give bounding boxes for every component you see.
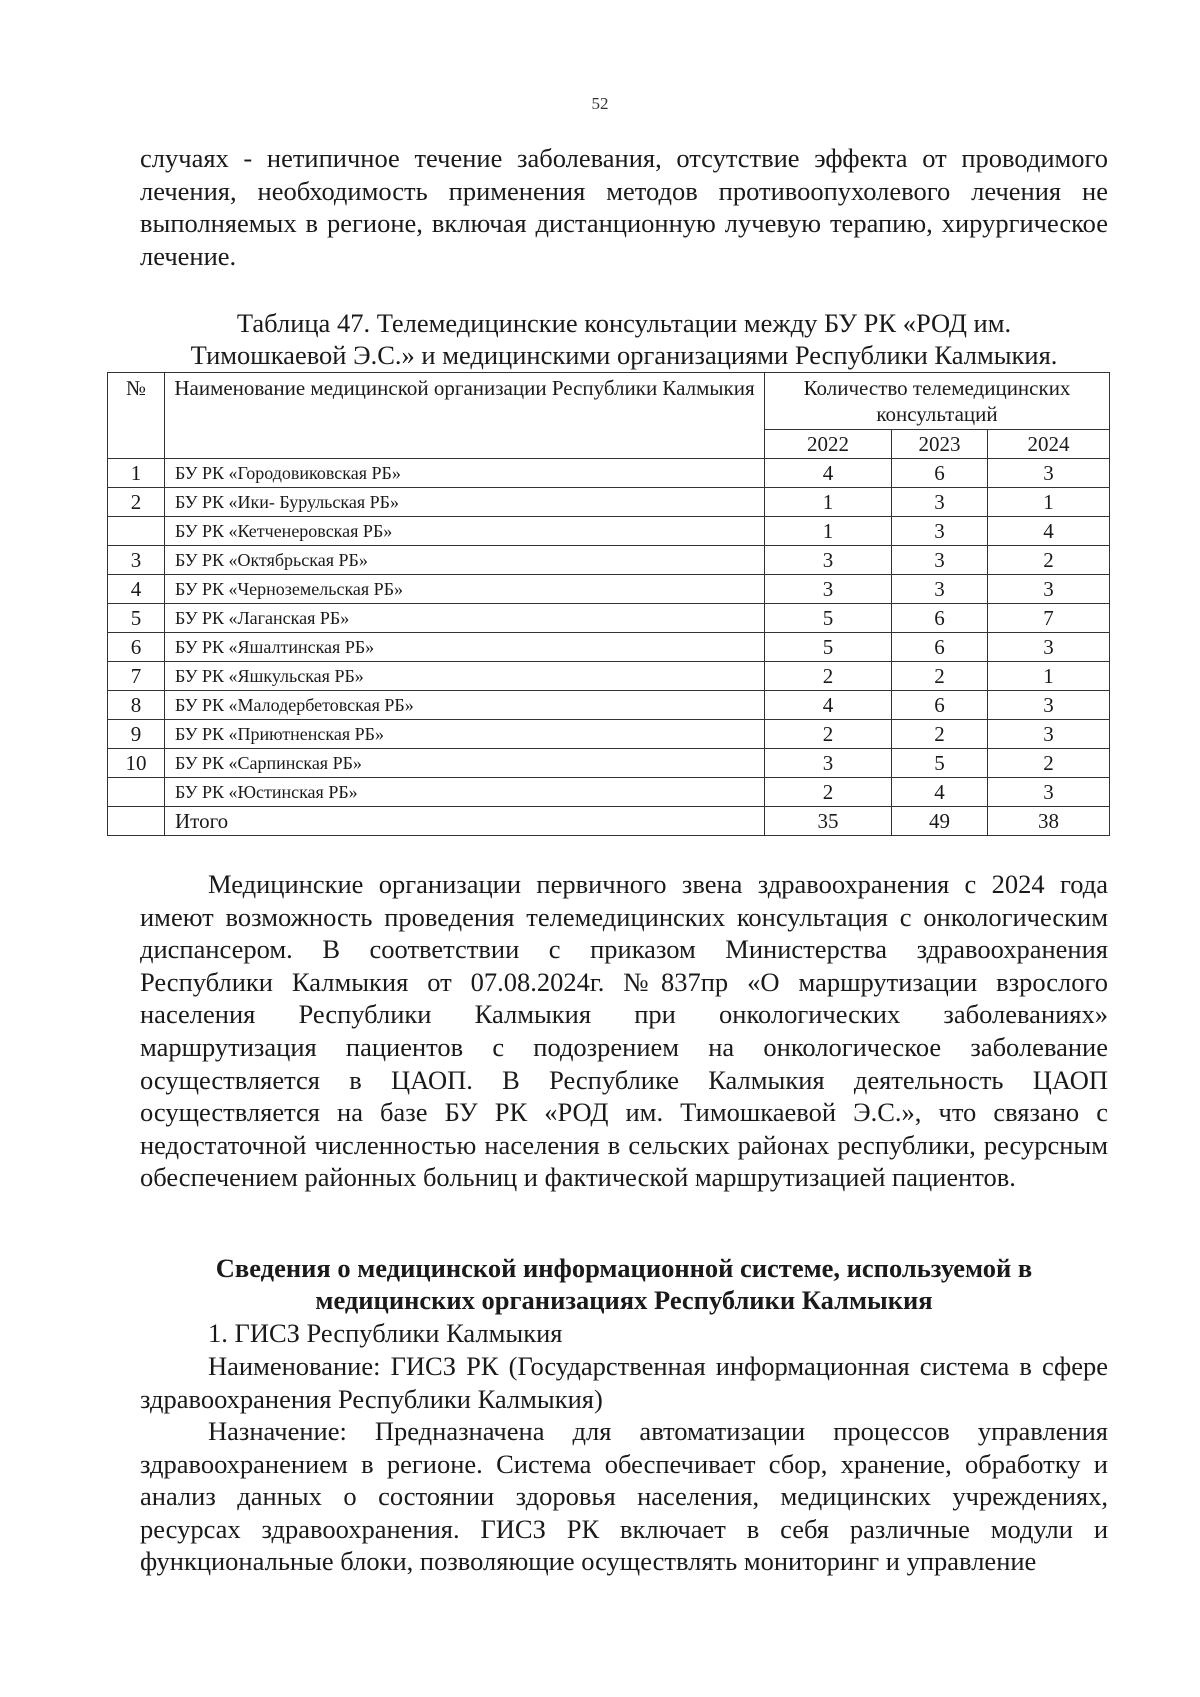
- row-value-2024: 3: [988, 778, 1110, 807]
- row-organization-name: БУ РК «Ики- Бурульская РБ»: [165, 488, 765, 517]
- row-value-2022: 2: [765, 662, 892, 691]
- header-year-2022: 2022: [765, 430, 892, 459]
- row-number: 9: [108, 720, 165, 749]
- row-number: 4: [108, 575, 165, 604]
- paragraph-primary-care: Медицинские организации первичного звена здравоохранения с 2024 года имеют возможность проведения телемедицинских консультация с онкологическим диспансером. В соответствии с приказом Министерства здравоохранения Республики Калмыкия от 07.08.2024г. №837пр «О маршрутизации взрослого населения Республики Калмыкия при онкологических заболеваниях» маршрутизация пациентов с подозрением на онкологическое заболевание осуществляется в ЦАОП. В Республике Калмыкия деятельность ЦАОП осуществляется на базе БУ РК «РОД им. Тимошкаевой Э.С.», что связано с недостаточной численностью населения в сельских районах республики, ресурсным обеспечением районных больниц и фактической маршрутизацией пациентов.: [140, 869, 1108, 1193]
- page-number: 52: [591, 94, 609, 113]
- table-caption: [140, 307, 1108, 371]
- table-row: [108, 749, 1110, 778]
- row-value-2022: 3: [765, 546, 892, 575]
- row-value-2024: 2: [988, 546, 1110, 575]
- row-value-2022: 4: [765, 459, 892, 488]
- header-number: №: [108, 373, 165, 459]
- row-value-2024: 1: [988, 662, 1110, 691]
- table-total-row: [108, 807, 1110, 836]
- row-value-2024: 1: [988, 488, 1110, 517]
- row-value-2022: 2: [765, 778, 892, 807]
- total-label: Итого: [165, 807, 765, 836]
- row-organization-name: БУ РК «Кетченеровская РБ»: [165, 517, 765, 546]
- section-heading-line-1: Сведения о медицинской информационной системе, используемой в: [215, 1253, 1033, 1283]
- section-heading: [140, 1252, 1108, 1316]
- row-number: 8: [108, 691, 165, 720]
- row-value-2024: 3: [988, 575, 1110, 604]
- row-number: 5: [108, 604, 165, 633]
- total-number-cell: [108, 807, 165, 836]
- row-value-2023: 3: [892, 575, 988, 604]
- row-value-2023: 6: [892, 691, 988, 720]
- row-value-2024: 3: [988, 691, 1110, 720]
- row-number: [108, 517, 165, 546]
- table-row: [108, 720, 1110, 749]
- table-row: [108, 604, 1110, 633]
- table-row: [108, 546, 1110, 575]
- row-number: 2: [108, 488, 165, 517]
- header-consultation-count: Количество телемедицинских консультаций: [765, 373, 1110, 430]
- total-value-2022: 35: [765, 807, 892, 836]
- row-value-2023: 6: [892, 633, 988, 662]
- row-organization-name: БУ РК «Яшкульская РБ»: [165, 662, 765, 691]
- row-value-2022: 5: [765, 604, 892, 633]
- row-organization-name: БУ РК «Октябрьская РБ»: [165, 546, 765, 575]
- row-organization-name: БУ РК «Лаганская РБ»: [165, 604, 765, 633]
- row-value-2022: 2: [765, 720, 892, 749]
- row-value-2024: 7: [988, 604, 1110, 633]
- table-body: [108, 459, 1110, 836]
- row-number: 3: [108, 546, 165, 575]
- row-value-2023: 3: [892, 546, 988, 575]
- row-value-2024: 3: [988, 459, 1110, 488]
- list-item-gisz: 1. ГИСЗ Республики Калмыкия: [208, 1318, 563, 1348]
- table-row: [108, 517, 1110, 546]
- row-number: 10: [108, 749, 165, 778]
- table-row: [108, 488, 1110, 517]
- header-organization-name: Наименование медицинской организации Республики Калмыкия: [165, 373, 765, 459]
- row-value-2022: 1: [765, 488, 892, 517]
- row-value-2023: 3: [892, 488, 988, 517]
- table-caption-line-1: Таблица 47. Телемедицинские консультации между БУ РК «РОД им.: [236, 308, 1012, 338]
- row-organization-name: БУ РК «Приютненская РБ»: [165, 720, 765, 749]
- row-value-2023: 2: [892, 720, 988, 749]
- row-value-2024: 3: [988, 633, 1110, 662]
- section-heading-line-2: медицинских организациях Республики Калмыкия: [315, 1285, 933, 1315]
- row-value-2022: 5: [765, 633, 892, 662]
- total-value-2024: 38: [988, 807, 1110, 836]
- row-organization-name: БУ РК «Городовиковская РБ»: [165, 459, 765, 488]
- row-number: 7: [108, 662, 165, 691]
- row-value-2022: 3: [765, 749, 892, 778]
- table-row: [108, 691, 1110, 720]
- row-organization-name: БУ РК «Сарпинская РБ»: [165, 749, 765, 778]
- row-organization-name: БУ РК «Яшалтинская РБ»: [165, 633, 765, 662]
- paragraph-routing-reasons: случаях - нетипичное течение заболевания, отсутствие эффекта от проводимого лечения, необходимость применения методов противоопухолевого лечения не выполняемых в регионе, включая дистанционную лучевую терапию, хирургическое лечение.: [140, 143, 1108, 271]
- row-value-2022: 4: [765, 691, 892, 720]
- row-value-2022: 3: [765, 575, 892, 604]
- row-organization-name: БУ РК «Юстинская РБ»: [165, 778, 765, 807]
- row-value-2023: 3: [892, 517, 988, 546]
- header-year-2024: 2024: [988, 430, 1110, 459]
- row-number: [108, 778, 165, 807]
- table-row: [108, 459, 1110, 488]
- header-year-2023: 2023: [892, 430, 988, 459]
- paragraph-system-name: Наименование: ГИСЗ РК (Государственная информационная система в сфере здравоохранения Республики Калмыкия): [140, 1351, 1108, 1414]
- table-row: [108, 662, 1110, 691]
- row-value-2023: 2: [892, 662, 988, 691]
- row-number: 1: [108, 459, 165, 488]
- row-value-2024: 3: [988, 720, 1110, 749]
- row-value-2022: 1: [765, 517, 892, 546]
- telemedicine-table: [107, 372, 1110, 836]
- paragraph-system-purpose: Назначение: Предназначена для автоматизации процессов управления здравоохранением в регионе. Система обеспечивает сбор, хранение, обработку и анализ данных о состоянии здоровья населения, медицинских учреждениях, ресурсах здравоохранения. ГИСЗ РК включает в себя различные модули и функциональные блоки, позволяющие осуществлять мониторинг и управление: [140, 1416, 1108, 1577]
- row-organization-name: БУ РК «Черноземельская РБ»: [165, 575, 765, 604]
- row-value-2023: 6: [892, 459, 988, 488]
- row-value-2024: 4: [988, 517, 1110, 546]
- table-row: [108, 778, 1110, 807]
- row-number: 6: [108, 633, 165, 662]
- table-row: [108, 575, 1110, 604]
- total-value-2023: 49: [892, 807, 988, 836]
- row-organization-name: БУ РК «Малодербетовская РБ»: [165, 691, 765, 720]
- table-caption-line-2: Тимошкаевой Э.С.» и медицинскими организациями Республики Калмыкия.: [190, 340, 1058, 370]
- table-row: [108, 633, 1110, 662]
- row-value-2023: 6: [892, 604, 988, 633]
- row-value-2023: 4: [892, 778, 988, 807]
- row-value-2023: 5: [892, 749, 988, 778]
- row-value-2024: 2: [988, 749, 1110, 778]
